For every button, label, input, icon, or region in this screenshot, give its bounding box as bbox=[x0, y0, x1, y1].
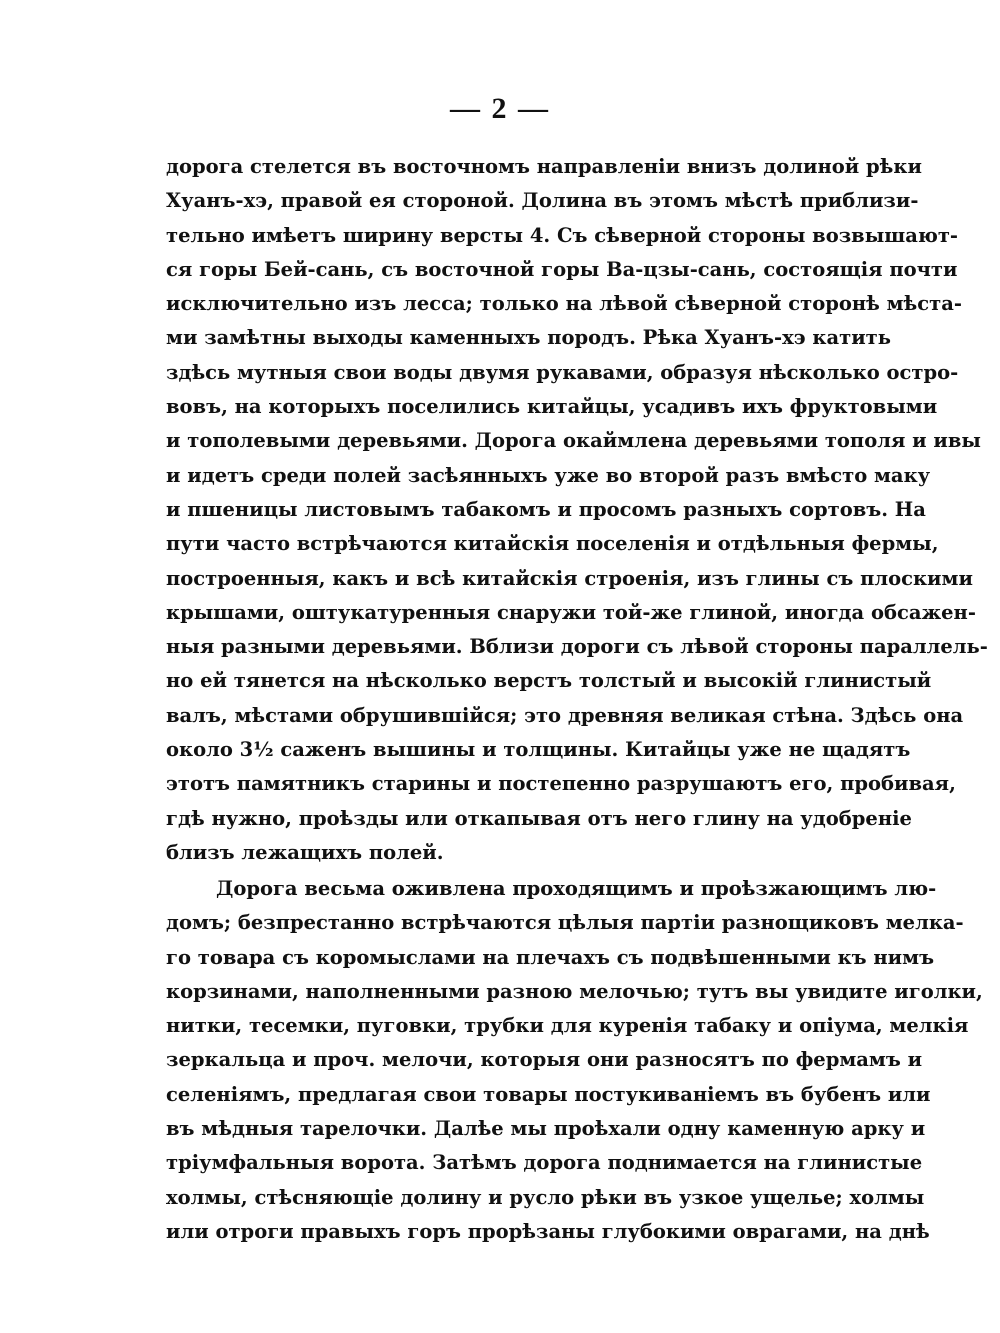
text-line: исключительно изъ лесса; только на лѣвой сѣверной сторонѣ мѣста- bbox=[166, 292, 962, 316]
text-line: ся горы Бей-сань, съ восточной горы Ва-цзы-сань, состоящія почти bbox=[166, 257, 958, 281]
text-line: холмы, стѣсняющіе долину и русло рѣки въ узкое ущелье; холмы bbox=[166, 1185, 925, 1209]
text-line: Хуанъ-хэ, правой ея стороной. Долина въ этомъ мѣстѣ приблизи- bbox=[166, 189, 919, 213]
text-line: и идетъ среди полей засѣянныхъ уже во второй разъ вмѣсто маку bbox=[166, 463, 931, 487]
text-line: тельно имѣетъ ширину версты 4. Съ сѣверной стороны возвышают- bbox=[166, 223, 959, 247]
text-line: селеніямъ, предлагая свои товары постукиваніемъ въ бубенъ или bbox=[166, 1082, 931, 1106]
text-line: и тополевыми деревьями. Дорога окаймлена деревьями тополя и ивы bbox=[166, 429, 981, 453]
text-line: пути часто встрѣчаются китайскія поселенія и отдѣльныя фермы, bbox=[166, 532, 939, 556]
text-line: зеркальца и проч. мелочи, которыя они разносятъ по фермамъ и bbox=[166, 1048, 923, 1072]
text-line: дорога стелется въ восточномъ направленіи внизъ долиной рѣки bbox=[166, 155, 922, 178]
text-line: домъ; безпрестанно встрѣчаются цѣлыя партіи разнощиковъ мелка- bbox=[166, 911, 964, 935]
text-line: этотъ памятникъ старины и постепенно разрушаютъ его, пробивая, bbox=[166, 772, 956, 796]
text-line: нитки, тесемки, пуговки, трубки для куренія табаку и опіума, мелкія bbox=[166, 1014, 969, 1038]
text-line: но ей тянется на нѣсколько верстъ толстый и высокій глинистый bbox=[166, 669, 932, 693]
text-line: въ мѣдныя тарелочки. Далѣе мы проѣхали одну каменную арку и bbox=[166, 1117, 926, 1141]
text-line: го товара съ коромыслами на плечахъ съ подвѣшенными къ нимъ bbox=[166, 945, 935, 969]
text-line: тріумфальныя ворота. Затѣмъ дорога поднимается на глинистые bbox=[166, 1151, 923, 1175]
paragraph-2 bbox=[166, 872, 983, 1249]
text-line: близъ лежащихъ полей. bbox=[166, 840, 444, 864]
text-line: гдѣ нужно, проѣзды или откапывая отъ него глину на удобреніе bbox=[166, 806, 912, 830]
paragraph-1 bbox=[166, 150, 988, 870]
text-line: ми замѣтны выходы каменныхъ породъ. Рѣка Хуанъ-хэ катить bbox=[166, 326, 891, 350]
text-line: и пшеницы листовымъ табакомъ и просомъ разныхъ сортовъ. На bbox=[166, 497, 926, 521]
text-line: вовъ, на которыхъ поселились китайцы, усадивъ ихъ фруктовыми bbox=[166, 395, 938, 419]
text-line: построенныя, какъ и всѣ китайскія строенія, изъ глины съ плоскими bbox=[166, 566, 973, 590]
text-line: ныя разными деревьями. Вблизи дороги съ лѣвой стороны параллель- bbox=[166, 635, 988, 659]
text-line: около 3½ саженъ вышины и толщины. Китайцы уже не щадятъ bbox=[166, 738, 911, 762]
text-line: или отроги правыхъ горъ прорѣзаны глубокими оврагами, на днѣ bbox=[166, 1219, 930, 1243]
text-line: здѣсь мутныя свои воды двумя рукавами, образуя нѣсколько остро- bbox=[166, 360, 959, 384]
page-number: — 2 — bbox=[450, 92, 550, 125]
text-line: корзинами, наполненными разною мелочью; тутъ вы увидите иголки, bbox=[166, 979, 983, 1003]
text-line: крышами, оштукатуренныя снаружи той-же глиной, иногда обсажен- bbox=[166, 600, 976, 624]
text-line: Дорога весьма оживлена проходящимъ и проѣзжающимъ лю- bbox=[216, 877, 937, 900]
text-line: валъ, мѣстами обрушившійся; это древняя великая стѣна. Здѣсь она bbox=[166, 703, 964, 727]
